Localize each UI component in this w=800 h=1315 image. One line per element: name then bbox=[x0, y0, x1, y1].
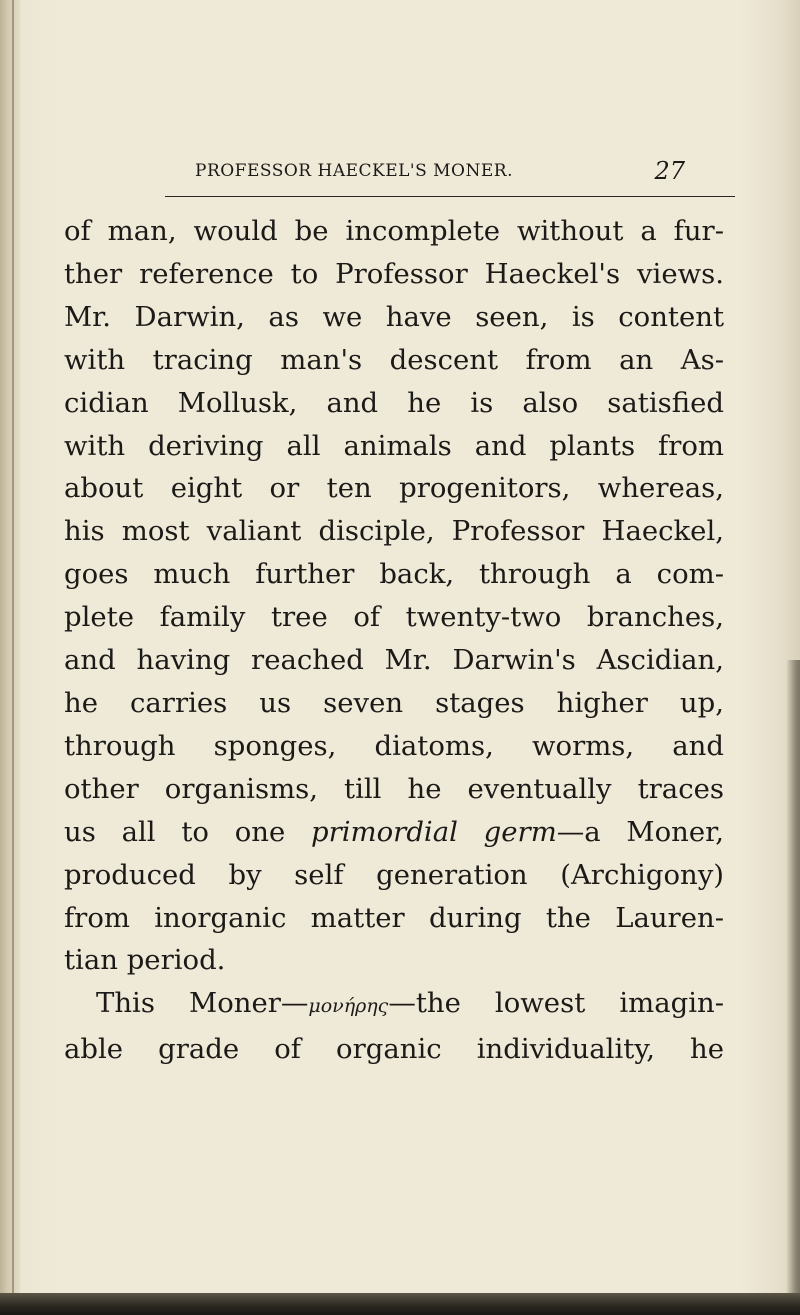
text-line: plete family tree of twenty-two branches, bbox=[64, 601, 724, 634]
italic-phrase: primordial germ bbox=[311, 815, 557, 848]
header-rule bbox=[165, 196, 735, 197]
text-line bbox=[64, 811, 724, 854]
running-head-title: PROFESSOR HAECKEL'S MONER. bbox=[195, 161, 513, 181]
text-line: goes much further back, through a com- bbox=[64, 558, 724, 591]
text-run: —the lowest imagin- bbox=[388, 987, 724, 1020]
scan-bottom-edge bbox=[0, 1293, 800, 1315]
page-binding-edge bbox=[0, 0, 20, 1315]
text-run: —a Moner, bbox=[556, 815, 724, 848]
text-run: us all to one bbox=[64, 815, 311, 848]
text-line: other organisms, till he eventually traces bbox=[64, 772, 724, 805]
greek-word: μονήρης bbox=[308, 995, 389, 1018]
text-line: ther reference to Professor Haeckel's views. bbox=[64, 257, 724, 290]
paragraph-2 bbox=[64, 982, 754, 1071]
text-line: of man, would be incomplete without a fur- bbox=[64, 215, 724, 247]
text-line: cidian Mollusk, and he is also satisfied bbox=[64, 386, 724, 419]
text-line: tian period. bbox=[64, 944, 226, 977]
text-line: with tracing man's descent from an As- bbox=[64, 343, 724, 376]
running-head bbox=[195, 157, 715, 191]
text-line: about eight or ten progenitors, whereas, bbox=[64, 472, 724, 505]
text-line: produced by self generation (Archigony) bbox=[64, 858, 724, 891]
text-line: Mr. Darwin, as we have seen, is content bbox=[64, 300, 724, 333]
page-edge-shadow bbox=[786, 660, 800, 1315]
body-text bbox=[64, 210, 754, 1071]
text-line: his most valiant disciple, Professor Haeckel, bbox=[64, 515, 724, 548]
text-line: from inorganic matter during the Lauren- bbox=[64, 901, 724, 934]
page-number: 27 bbox=[654, 157, 685, 185]
text-run: This Moner— bbox=[96, 987, 309, 1020]
paragraph-1 bbox=[64, 210, 754, 982]
text-line: able grade of organic individuality, he bbox=[64, 1033, 724, 1066]
text-line: and having reached Mr. Darwin's Ascidian, bbox=[64, 644, 724, 677]
text-line: through sponges, diatoms, worms, and bbox=[64, 729, 724, 762]
text-line bbox=[64, 982, 724, 1028]
text-line: he carries us seven stages higher up, bbox=[64, 686, 724, 719]
text-line: with deriving all animals and plants from bbox=[64, 429, 724, 462]
